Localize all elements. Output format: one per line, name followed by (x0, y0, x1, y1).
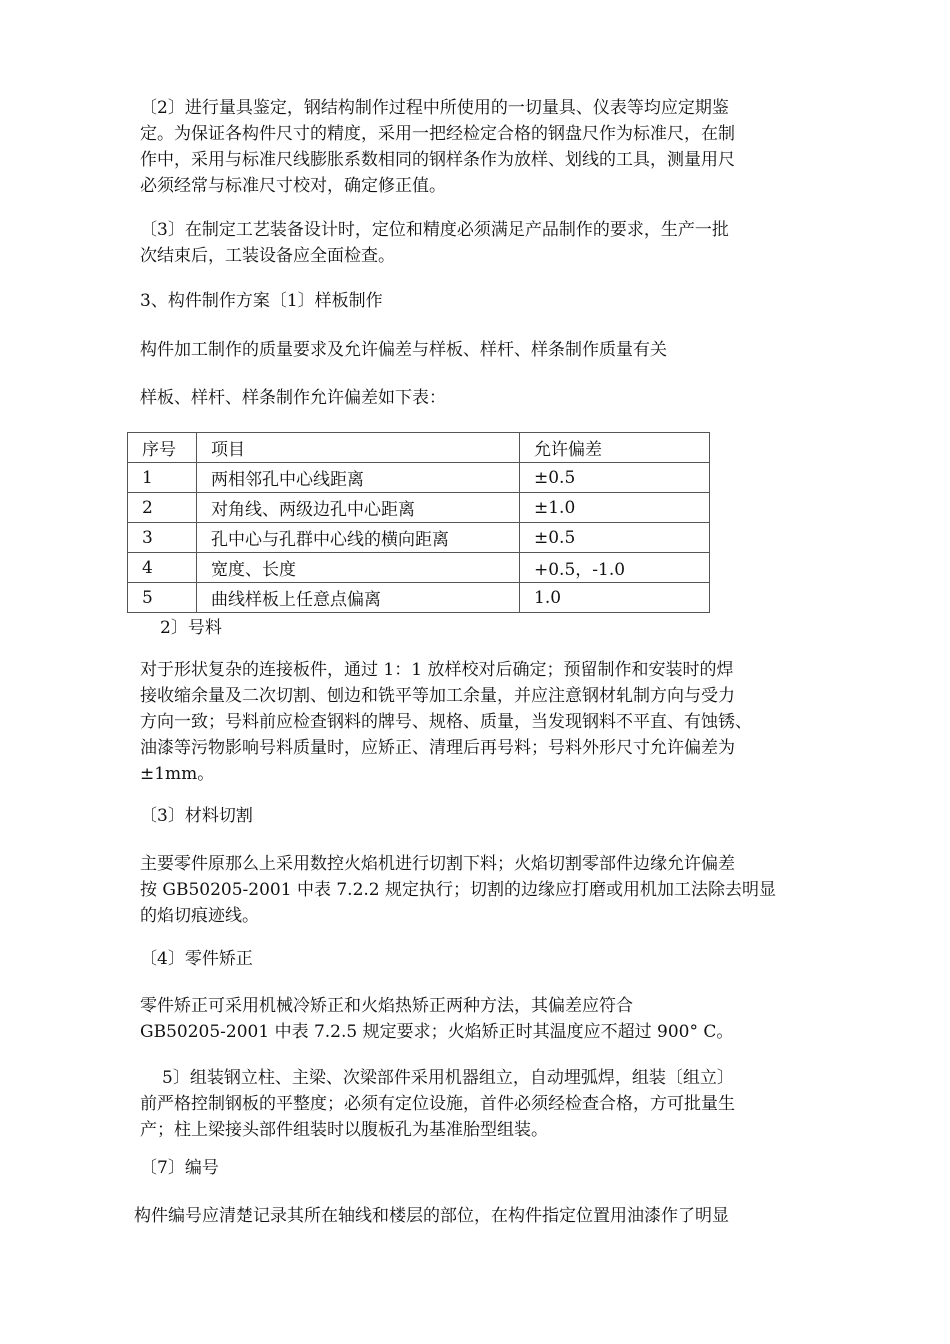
text-line: 接收缩余量及二次切割、刨边和铣平等加工余量，并应注意钢材轧制方向与受力 (140, 686, 735, 706)
row-index: 1 (128, 463, 197, 493)
text-line: 产；柱上梁接头部件组装时以腹板孔为基准胎型组装。 (140, 1120, 548, 1140)
paragraph-cutting (140, 851, 820, 929)
text-line: GB50205-2001 中表 7.2.5 规定要求；火焰矫正时其温度应不超过 900° C。 (140, 1022, 734, 1042)
text-line: 〔2〕进行量具鉴定，钢结构制作过程中所使用的一切量具、仪表等均应定期鉴 (140, 98, 729, 118)
row-item: 两相邻孔中心线距离 (197, 463, 520, 493)
text-line: 构件编号应清楚记录其所在轴线和楼层的部位，在构件指定位置用油漆作了明显 (134, 1206, 729, 1226)
table-row (128, 493, 710, 523)
text-line: 方向一致；号料前应检查钢料的牌号、规格、质量，当发现钢料不平直、有蚀锈、 (140, 712, 752, 732)
row-tolerance: ±0.5 (520, 523, 710, 553)
section-heading-cutting (140, 803, 820, 829)
section-heading-numbering (140, 1155, 820, 1181)
text-line: 的焰切痕迹线。 (140, 906, 259, 926)
row-item: 宽度、长度 (197, 553, 520, 583)
paragraph-tooling-design (140, 217, 820, 269)
text-line: 〔3〕材料切割 (140, 806, 253, 826)
text-line: 定。为保证各构件尺寸的精度，采用一把经检定合格的钢盘尺作为标准尺，在制 (140, 124, 735, 144)
tolerance-table (127, 432, 710, 613)
table-row (128, 523, 710, 553)
text-line: 5〕组装钢立柱、主梁、次梁部件采用机器组立，自动埋弧焊，组装〔组立〕 (162, 1068, 734, 1088)
text-line: 前严格控制钢板的平整度；必须有定位设施，首件必须经检查合格，方可批量生 (140, 1094, 735, 1114)
text-line: ±1mm。 (140, 764, 215, 784)
paragraph-numbering (134, 1203, 814, 1229)
section-heading-fabrication-plan (140, 288, 820, 314)
row-tolerance: +0.5，-1.0 (520, 553, 710, 583)
text-line: 零件矫正可采用机械冷矫正和火焰热矫正两种方法，其偏差应符合 (140, 996, 633, 1016)
row-item: 孔中心与孔群中心线的横向距离 (197, 523, 520, 553)
text-line: 作中，采用与标准尺线膨胀系数相同的钢样条作为放样、划线的工具，测量用尺 (140, 150, 735, 170)
paragraph-table-intro (140, 385, 820, 411)
header-tolerance: 允许偏差 (520, 433, 710, 463)
row-item: 对角线、两级边孔中心距离 (197, 493, 520, 523)
text-line: 对于形状复杂的连接板件，通过 1：1 放样校对后确定；预留制作和安装时的焊 (140, 660, 734, 680)
text-line: 〔3〕在制定工艺装备设计时，定位和精度必须满足产品制作的要求，生产一批 (140, 220, 729, 240)
table-row (128, 463, 710, 493)
table-header-row (128, 433, 710, 463)
text-line: 样板、样杆、样条制作允许偏差如下表： (140, 388, 446, 408)
row-index: 4 (128, 553, 197, 583)
text-line: 2〕号料 (160, 618, 222, 638)
table-row (128, 553, 710, 583)
row-index: 2 (128, 493, 197, 523)
paragraph-measuring-tools (140, 95, 820, 199)
header-item: 项目 (197, 433, 520, 463)
text-line: 按 GB50205-2001 中表 7.2.2 规定执行；切割的边缘应打磨或用机加工法除去明显 (140, 880, 777, 900)
row-index: 3 (128, 523, 197, 553)
paragraph-quality-requirements (140, 337, 820, 363)
section-heading-marking (160, 615, 840, 641)
text-line: 3、构件制作方案〔1〕样板制作 (140, 291, 383, 311)
text-line: 构件加工制作的质量要求及允许偏差与样板、样杆、样条制作质量有关 (140, 340, 667, 360)
section-heading-straightening (140, 946, 820, 972)
row-item: 曲线样板上任意点偏离 (197, 583, 520, 613)
paragraph-straightening (140, 993, 820, 1045)
paragraph-assembly (140, 1065, 820, 1143)
table-row (128, 583, 710, 613)
text-line: 〔7〕编号 (140, 1158, 219, 1178)
row-tolerance: ±1.0 (520, 493, 710, 523)
row-tolerance: ±0.5 (520, 463, 710, 493)
row-tolerance: 1.0 (520, 583, 710, 613)
header-index: 序号 (128, 433, 197, 463)
text-line: 必须经常与标准尺寸校对，确定修正值。 (140, 176, 446, 196)
text-line: 〔4〕零件矫正 (140, 949, 253, 969)
paragraph-marking (140, 657, 820, 787)
text-line: 主要零件原那么上采用数控火焰机进行切割下料；火焰切割零部件边缘允许偏差 (140, 854, 735, 874)
row-index: 5 (128, 583, 197, 613)
text-line: 油漆等污物影响号料质量时，应矫正、清理后再号料；号料外形尺寸允许偏差为 (140, 738, 735, 758)
text-line: 次结束后，工装设备应全面检查。 (140, 246, 395, 266)
